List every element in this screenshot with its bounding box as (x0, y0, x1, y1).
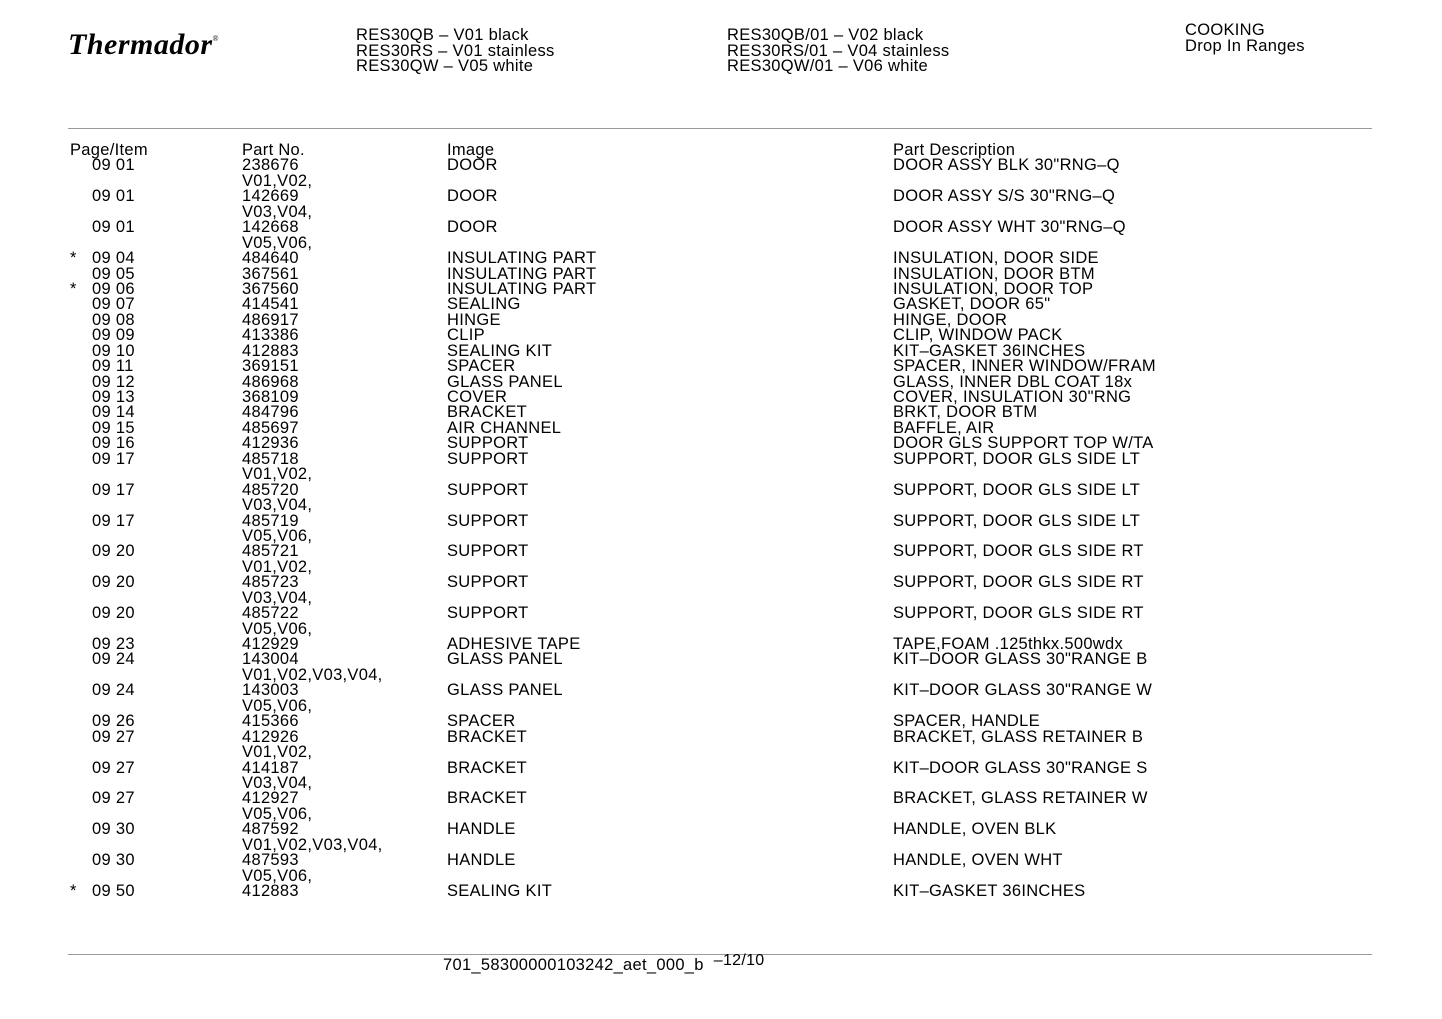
page-item-cell: 09 06 (92, 279, 135, 298)
variant-codes: V03,V04, (242, 773, 313, 792)
description-cell: SUPPORT, DOOR GLS SIDE RT (893, 542, 1144, 561)
part-number-cell: 486917 (242, 310, 299, 329)
category-line1: COOKING (1185, 21, 1266, 39)
part-number-cell: 484640 (242, 249, 299, 268)
page-item-cell: 09 17 (92, 449, 135, 468)
part-number-cell: 368109 (242, 388, 299, 406)
image-cell: DOOR (447, 156, 498, 175)
part-number-cell: 485720 (242, 480, 299, 499)
variant-codes: V01,V02,V03,V04, (242, 835, 383, 854)
part-number-cell: 413386 (242, 326, 299, 345)
page-item-cell: 09 11 (92, 357, 134, 376)
replacement-marker: * (70, 249, 77, 268)
description-cell: KIT–DOOR GLASS 30"RANGE B (893, 650, 1148, 669)
document-id: 701_58300000103242_aet_000_b (443, 956, 704, 974)
image-cell: INSULATING PART (447, 249, 597, 268)
variant-codes: V03,V04, (242, 588, 313, 607)
part-number-cell: 487592 (242, 820, 299, 839)
part-number-cell: 485722 (242, 604, 299, 623)
variant-codes: V01,V02,V03,V04, (242, 665, 383, 684)
part-number-cell: 369151 (242, 357, 299, 376)
description-cell: SUPPORT, DOOR GLS SIDE LT (893, 480, 1141, 499)
part-number-cell: 485723 (242, 573, 299, 592)
variant-codes: V01,V02, (242, 465, 313, 484)
part-number-cell: 486968 (242, 372, 299, 391)
page-item-cell: 09 01 (92, 156, 135, 175)
part-number-cell: 484796 (242, 403, 299, 422)
page-item-cell: 09 08 (92, 310, 135, 329)
part-number-cell: 143003 (242, 681, 299, 700)
page-item-cell: 09 07 (92, 295, 135, 314)
category-label (1185, 23, 1305, 54)
part-number-cell: 414541 (242, 295, 299, 314)
part-number-cell: 412929 (242, 635, 299, 653)
image-cell: SEALING KIT (447, 882, 553, 900)
model-line: RES30RS/01 – V04 stainless (727, 41, 950, 60)
image-cell: DOOR (447, 187, 498, 206)
variant-codes: V05,V06, (242, 696, 313, 715)
page-item-cell: 09 13 (92, 388, 135, 406)
image-cell: INSULATING PART (447, 279, 597, 298)
model-line: RES30RS – V01 stainless (356, 41, 555, 60)
description-cell: KIT–DOOR GLASS 30"RANGE S (893, 758, 1148, 777)
part-number-cell: 485697 (242, 418, 299, 437)
page-item-cell: 09 15 (92, 418, 135, 437)
part-number-cell: 142668 (242, 218, 299, 237)
part-number-cell: 412883 (242, 341, 299, 360)
page-item-cell: 09 23 (92, 635, 135, 653)
description-cell: TAPE,FOAM .125thkx.500wdx (893, 635, 1124, 653)
image-cell: SEALING (447, 295, 521, 314)
image-cell: SUPPORT (447, 511, 529, 530)
image-cell: HANDLE (447, 820, 516, 839)
variant-codes: V05,V06, (242, 804, 313, 823)
table-row (70, 884, 1370, 899)
variant-codes: V05,V06, (242, 233, 313, 252)
image-cell: DOOR (447, 218, 498, 237)
column-header-page-item: Page/Item (70, 141, 148, 159)
description-cell: DOOR ASSY WHT 30"RNG–Q (893, 218, 1126, 237)
description-cell: SUPPORT, DOOR GLS SIDE RT (893, 604, 1144, 623)
description-cell: SUPPORT, DOOR GLS SIDE LT (893, 449, 1141, 468)
image-cell: SUPPORT (447, 573, 529, 592)
page-item-cell: 09 30 (92, 820, 135, 839)
description-cell: SPACER, INNER WINDOW/FRAM (893, 357, 1156, 376)
page-item-cell: 09 09 (92, 326, 135, 345)
description-cell: BAFFLE, AIR (893, 418, 995, 437)
description-cell: KIT–GASKET 36INCHES (893, 341, 1086, 360)
page-item-cell: 09 01 (92, 187, 135, 206)
page-item-cell: 09 50 (92, 882, 135, 900)
header-divider (68, 128, 1372, 129)
model-list-left (356, 28, 555, 75)
page-footer (443, 952, 765, 975)
image-cell: SPACER (447, 357, 516, 376)
image-cell: SUPPORT (447, 449, 529, 468)
part-number-cell: 238676 (242, 156, 299, 175)
description-cell: GASKET, DOOR 65" (893, 295, 1051, 314)
image-cell: SEALING KIT (447, 341, 553, 360)
description-cell: HINGE, DOOR (893, 310, 1008, 329)
description-cell: COVER, INSULATION 30"RNG (893, 388, 1132, 406)
brand-logo (68, 28, 219, 62)
column-header-description: Part Description (893, 141, 1016, 159)
description-cell: SUPPORT, DOOR GLS SIDE LT (893, 511, 1141, 530)
column-header-part-no: Part No. (242, 141, 305, 159)
part-number-cell: 412936 (242, 434, 299, 453)
part-number-cell: 412883 (242, 882, 299, 900)
image-cell: GLASS PANEL (447, 681, 563, 700)
parts-table (70, 143, 1370, 899)
image-cell: GLASS PANEL (447, 650, 563, 669)
description-cell: SUPPORT, DOOR GLS SIDE RT (893, 573, 1144, 592)
variant-codes: V05,V06, (242, 526, 313, 545)
image-cell: BRACKET (447, 403, 528, 422)
page-item-cell: 09 20 (92, 542, 135, 561)
part-number-cell: 367561 (242, 264, 299, 283)
image-cell: BRACKET (447, 758, 528, 777)
page-item-cell: 09 24 (92, 650, 135, 669)
model-line: RES30QB – V01 black (356, 26, 529, 44)
part-number-cell: 143004 (242, 650, 299, 669)
variant-codes: V05,V06, (242, 866, 313, 885)
part-number-cell: 414187 (242, 758, 299, 777)
description-cell: DOOR ASSY S/S 30"RNG–Q (893, 187, 1116, 206)
description-cell: DOOR ASSY BLK 30"RNG–Q (893, 156, 1120, 175)
model-line: RES30QW – V05 white (356, 57, 534, 75)
page-item-cell: 09 17 (92, 480, 135, 499)
part-number-cell: 485719 (242, 511, 299, 530)
part-number-cell: 412926 (242, 727, 299, 746)
page-item-cell: 09 12 (92, 372, 135, 391)
variant-codes: V01,V02, (242, 557, 313, 576)
part-number-cell: 412927 (242, 789, 299, 808)
image-cell: CLIP (447, 326, 485, 345)
model-list-right (727, 28, 949, 75)
image-cell: COVER (447, 388, 508, 406)
image-cell: INSULATING PART (447, 264, 597, 283)
description-cell: INSULATION, DOOR TOP (893, 279, 1094, 298)
replacement-marker: * (70, 882, 77, 900)
variant-codes: V03,V04, (242, 202, 313, 221)
image-cell: SUPPORT (447, 480, 529, 499)
page-item-cell: 09 20 (92, 604, 135, 623)
part-number-cell: 367560 (242, 279, 299, 298)
page-item-cell: 09 20 (92, 573, 135, 592)
description-cell: CLIP, WINDOW PACK (893, 326, 1063, 345)
part-number-cell: 415366 (242, 712, 299, 731)
description-cell: INSULATION, DOOR SIDE (893, 249, 1099, 268)
description-cell: INSULATION, DOOR BTM (893, 264, 1095, 283)
page-item-cell: 09 27 (92, 727, 135, 746)
page-item-cell: 09 27 (92, 758, 135, 777)
image-cell: ADHESIVE TAPE (447, 635, 581, 653)
variant-codes: V05,V06, (242, 619, 313, 638)
description-cell: BRKT, DOOR BTM (893, 403, 1038, 422)
page-item-cell: 09 26 (92, 712, 135, 731)
page-item-cell: 09 14 (92, 403, 135, 422)
column-header-image: Image (447, 141, 495, 159)
description-cell: GLASS, INNER DBL COAT 18x (893, 372, 1133, 391)
image-cell: BRACKET (447, 789, 528, 808)
part-number-cell: 487593 (242, 851, 299, 870)
variant-codes: V01,V02, (242, 743, 313, 762)
description-cell: KIT–DOOR GLASS 30"RANGE W (893, 681, 1153, 700)
brand-name: Thermador (68, 28, 213, 61)
image-cell: BRACKET (447, 727, 528, 746)
category-line2: Drop In Ranges (1185, 36, 1305, 55)
image-cell: SUPPORT (447, 542, 529, 561)
image-cell: HINGE (447, 310, 501, 329)
part-number-cell: 485718 (242, 449, 299, 468)
image-cell: SPACER (447, 712, 516, 731)
page-item-cell: 09 05 (92, 264, 135, 283)
variant-codes: V01,V02, (242, 171, 313, 190)
description-cell: BRACKET, GLASS RETAINER B (893, 727, 1144, 746)
model-line: RES30QB/01 – V02 black (727, 26, 924, 44)
description-cell: SPACER, HANDLE (893, 712, 1040, 731)
variant-codes: V03,V04, (242, 496, 313, 515)
page-item-cell: 09 04 (92, 249, 135, 268)
description-cell: HANDLE, OVEN WHT (893, 851, 1063, 870)
page-item-cell: 09 30 (92, 851, 135, 870)
description-cell: HANDLE, OVEN BLK (893, 820, 1057, 839)
description-cell: BRACKET, GLASS RETAINER W (893, 789, 1148, 808)
replacement-marker: * (70, 279, 77, 298)
page-item-cell: 09 01 (92, 218, 135, 237)
image-cell: HANDLE (447, 851, 516, 870)
image-cell: SUPPORT (447, 604, 529, 623)
page-item-cell: 09 16 (92, 434, 135, 453)
description-cell: DOOR GLS SUPPORT TOP W/TA (893, 434, 1154, 453)
page-item-cell: 09 10 (92, 341, 135, 360)
description-cell: KIT–GASKET 36INCHES (893, 882, 1086, 900)
page-item-cell: 09 27 (92, 789, 135, 808)
image-cell: GLASS PANEL (447, 372, 563, 391)
image-cell: AIR CHANNEL (447, 418, 562, 437)
page-item-cell: 09 17 (92, 511, 135, 530)
page-reference: –12/10 (713, 952, 765, 969)
page-item-cell: 09 24 (92, 681, 135, 700)
image-cell: SUPPORT (447, 434, 529, 453)
part-number-cell: 485721 (242, 542, 299, 561)
model-line: RES30QW/01 – V06 white (727, 57, 929, 75)
registered-mark: ® (212, 34, 220, 43)
part-number-cell: 142669 (242, 187, 299, 206)
